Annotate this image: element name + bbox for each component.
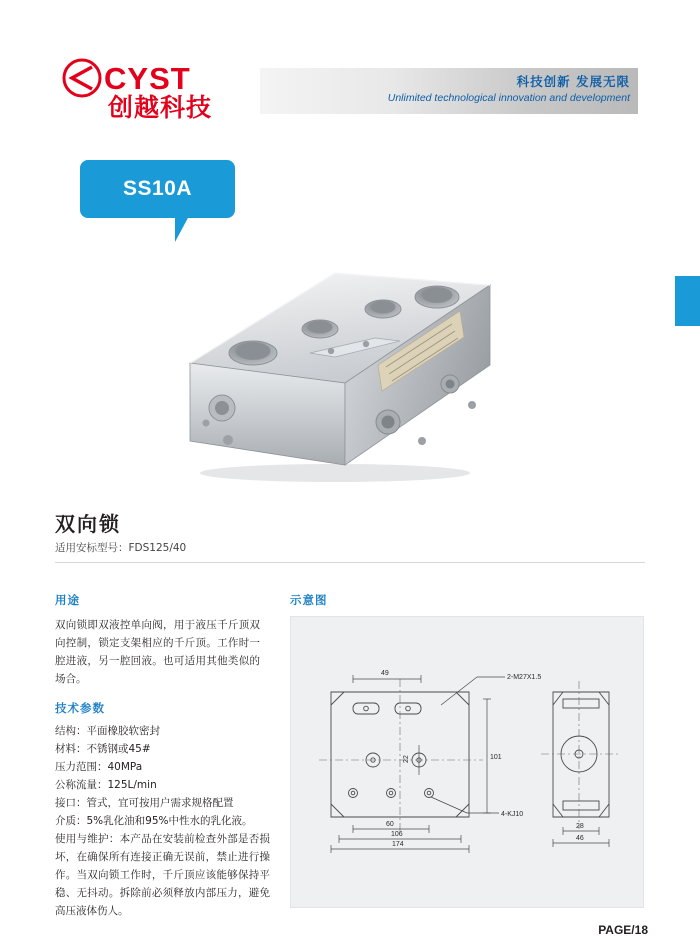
slogan-english: Unlimited technological innovation and development xyxy=(387,92,630,104)
usage-heading: 用途 xyxy=(55,593,80,607)
logo-chinese-name: 创越科技 xyxy=(108,93,213,122)
param-item: 接口：管式，宜可按用户需求规格配置 xyxy=(55,797,234,809)
product-title: 双向锁 xyxy=(55,512,121,536)
params-heading: 技术参数 xyxy=(55,701,105,715)
technical-drawing xyxy=(291,617,643,907)
header-slogan-band xyxy=(260,68,638,114)
dim-22: 22 xyxy=(403,755,410,763)
model-callout-label: SS10A xyxy=(122,177,193,200)
company-logo xyxy=(62,58,257,122)
callout-m27: 2-M27X1.5 xyxy=(507,674,542,681)
dim-28: 28 xyxy=(576,823,584,830)
product-photo xyxy=(160,245,540,495)
dim-174: 174 xyxy=(392,841,404,848)
params-note: 使用与维护：本产品在安装前检查外部是否损坏，在确保所有连接正确无误前，禁止进行操作。当双向锁工作时，千斤顶应该能够保持平稳、无抖动。拆除前必须释放内部压力，避免高压液体伤人。 xyxy=(55,833,270,917)
diagram-heading: 示意图 xyxy=(290,593,328,607)
product-standard-label: 适用安标型号：FDS125/40 xyxy=(55,542,187,554)
usage-text: 双向锁即双液控单向阀，用于液压千斤顶双向控制，锁定支架相应的千斤顶。工作时一腔进液，另一腔回液。也可适用其他类似的场合。 xyxy=(55,619,260,685)
svg-text:CYST: CYST xyxy=(104,61,191,96)
page-number: PAGE/18 xyxy=(598,923,648,937)
product-photo-illustration xyxy=(160,245,540,495)
model-callout xyxy=(80,160,235,218)
technical-drawing-panel xyxy=(290,616,644,908)
dim-106: 106 xyxy=(391,831,403,838)
param-item: 结构：平面橡胶软密封 xyxy=(55,725,160,737)
slogan-chinese: 科技创新 发展无限 xyxy=(516,74,630,89)
page-header xyxy=(0,0,700,140)
model-callout-tail-icon xyxy=(175,216,189,242)
param-item: 介质：5%乳化油和95%中性水的乳化液。 xyxy=(55,815,253,827)
dim-46: 46 xyxy=(576,835,584,842)
param-item: 材料：不锈钢或45# xyxy=(55,743,151,755)
params-list xyxy=(55,722,270,920)
dim-101: 101 xyxy=(490,754,502,761)
param-item: 公称流量：125L/min xyxy=(55,779,157,791)
param-item: 压力范围：40MPa xyxy=(55,761,143,773)
page-side-tab xyxy=(675,276,700,326)
dim-49: 49 xyxy=(381,670,389,677)
callout-kj10: 4-KJ10 xyxy=(501,811,524,818)
title-divider xyxy=(55,562,645,563)
dim-60: 60 xyxy=(386,821,394,828)
